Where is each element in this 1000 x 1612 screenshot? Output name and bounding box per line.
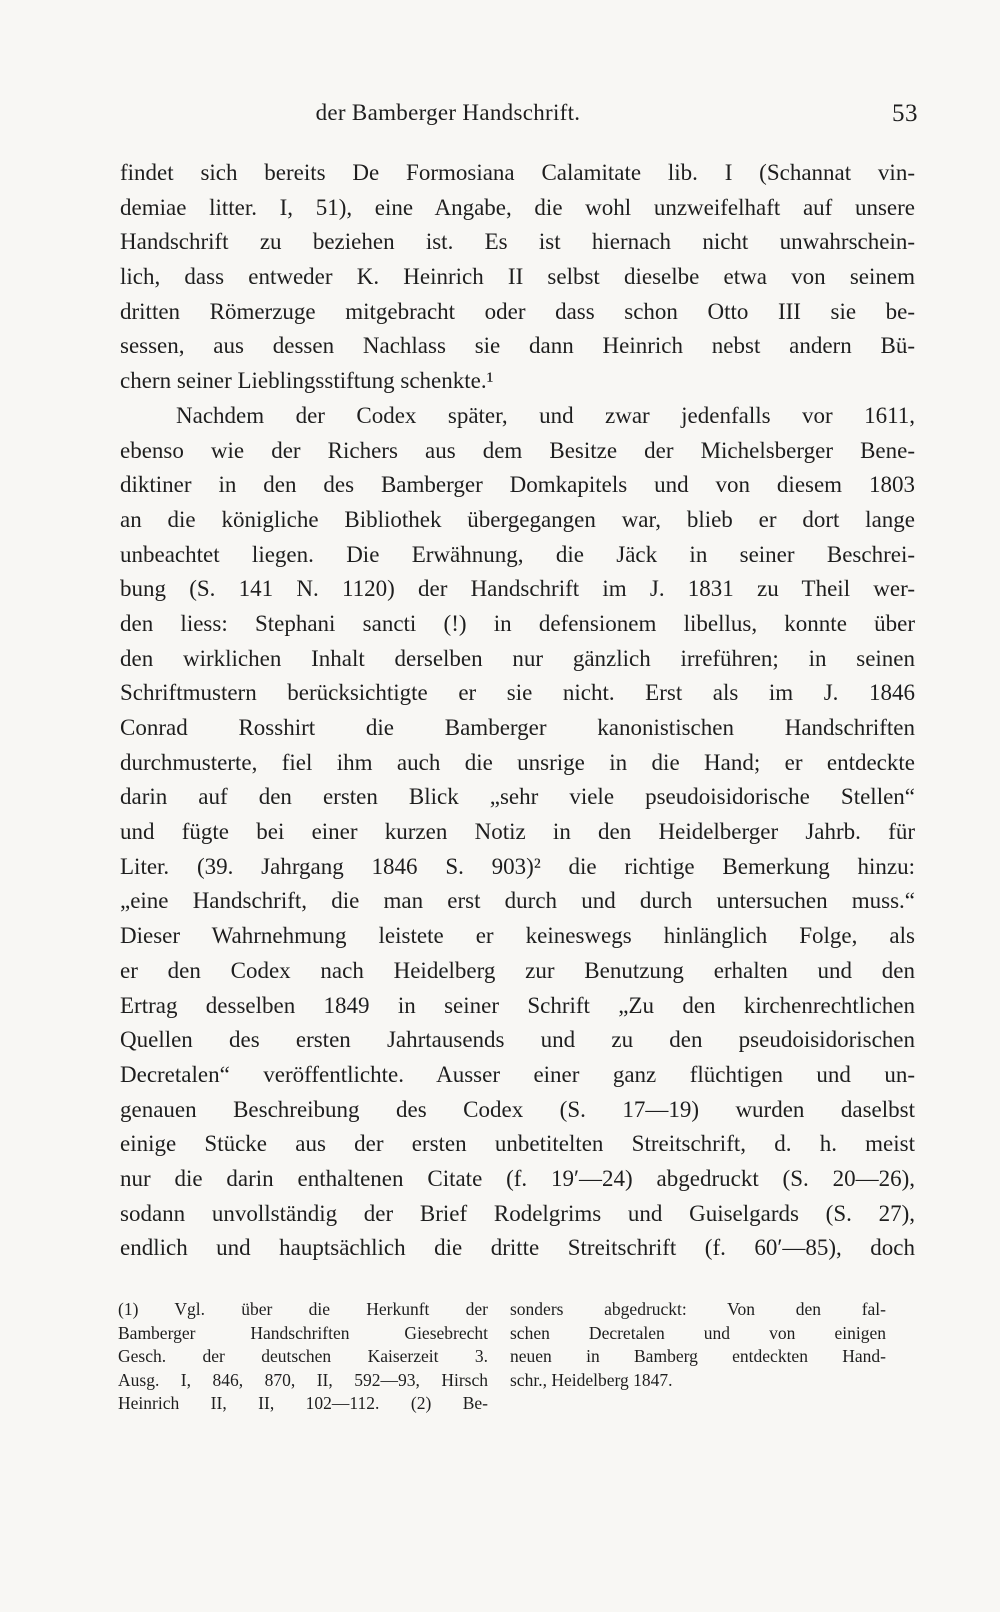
text-line: Ertrag desselben 1849 in seiner Schrift „Zu den kirchenrechtlichen — [120, 992, 915, 1018]
text-line: einige Stücke aus der ersten unbetitelten Streitschrift, d. h. meist — [120, 1131, 915, 1157]
footnote-line: sonders abgedruckt: Von den fal- — [510, 1299, 886, 1319]
text-line: ebenso wie der Richers aus dem Besitze der Michelsberger Bene- — [120, 437, 915, 463]
text-line: Conrad Rosshirt die Bamberger kanonistischen Handschriften — [120, 715, 915, 740]
text-line: diktiner in den des Bamberger Domkapitels und von diesem 1803 — [120, 472, 915, 498]
text-line: Quellen des ersten Jahrtausends und zu den pseudoisidorischen — [120, 1027, 915, 1053]
footnote-line: Ausg. I, 846, 870, II, 592—93, Hirsch — [118, 1369, 488, 1390]
footnote-line: Heinrich II, II, 102—112. (2) Be- — [118, 1393, 488, 1414]
text-line: er den Codex nach Heidelberg zur Benutzung erhalten und den — [120, 957, 915, 983]
text-line: nur die darin enthaltenen Citate (f. 19′—24) abgedruckt (S. 20—26), — [120, 1165, 915, 1191]
footnote-line: neuen in Bamberg entdeckten Hand- — [510, 1346, 886, 1367]
text-line: unbeachtet liegen. Die Erwähnung, die Jäck in seiner Beschrei- — [120, 541, 915, 567]
text-line: lich, dass entweder K. Heinrich II selbst dieselbe etwa von seinem — [120, 264, 915, 290]
text-line: Handschrift zu beziehen ist. Es ist hiernach nicht unwahrschein- — [120, 229, 915, 255]
footnote-line: schr., Heidelberg 1847. — [510, 1369, 673, 1390]
text-line: demiae litter. I, 51), eine Angabe, die wohl unzweifelhaft auf unsere — [120, 194, 915, 220]
text-line: sodann unvollständig der Brief Rodelgrims und Guiselgards (S. 27), — [120, 1200, 915, 1226]
text-line: Schriftmustern berücksichtigte er sie nicht. Erst als im J. 1846 — [120, 680, 915, 706]
footnote-column-right — [510, 1298, 886, 1392]
text-line: Decretalen“ veröffentlichte. Ausser einer ganz flüchtigen und un- — [120, 1061, 915, 1087]
text-line: und fügte bei einer kurzen Notiz in den Heidelberger Jahrb. für — [120, 819, 915, 845]
text-line: endlich und hauptsächlich die dritte Streitschrift (f. 60′—85), doch — [120, 1235, 915, 1261]
paragraph-start-line: Nachdem der Codex später, und zwar jedenfalls vor 1611, — [176, 402, 915, 428]
text-line: durchmusterte, fiel ihm auch die unsrige in die Hand; er entdeckte — [120, 749, 915, 775]
page-number: 53 — [892, 100, 918, 127]
body-text — [120, 156, 915, 1266]
text-line: genauen Beschreibung des Codex (S. 17—19) wurden daselbst — [120, 1096, 915, 1122]
running-head — [118, 100, 918, 136]
running-title: der Bamberger Handschrift. — [315, 100, 581, 125]
text-line: Dieser Wahrnehmung leistete er keineswegs hinlänglich Folge, als — [120, 923, 915, 949]
footnote-column-left — [118, 1298, 488, 1416]
text-line: chern seiner Lieblingsstiftung schenkte.¹ — [120, 368, 494, 394]
text-line: an die königliche Bibliothek übergegangen war, blieb er dort lange — [120, 506, 915, 532]
footnote-line: Bamberger Handschriften Giesebrecht — [118, 1322, 488, 1343]
text-line: dritten Römerzuge mitgebracht oder dass schon Otto III sie be- — [120, 298, 915, 324]
text-line: darin auf den ersten Blick „sehr viele pseudoisidorische Stellen“ — [120, 784, 915, 810]
text-line: findet sich bereits De Formosiana Calamitate lib. I (Schannat vin- — [120, 160, 915, 185]
text-line: Liter. (39. Jahrgang 1846 S. 903)² die richtige Bemerkung hinzu: — [120, 853, 915, 879]
footnote-line: (1) Vgl. über die Herkunft der — [118, 1299, 488, 1319]
text-line: den wirklichen Inhalt derselben nur gänzlich irreführen; in seinen — [120, 645, 915, 671]
text-line: bung (S. 141 N. 1120) der Handschrift im J. 1831 zu Theil wer- — [120, 576, 915, 602]
text-line: den liess: Stephani sancti (!) in defensionem libellus, konnte über — [120, 610, 915, 636]
text-line: „eine Handschrift, die man erst durch und durch untersuchen muss.“ — [120, 888, 915, 914]
footnote-line: Gesch. der deutschen Kaiserzeit 3. — [118, 1346, 488, 1367]
text-line: sessen, aus dessen Nachlass sie dann Heinrich nebst andern Bü- — [120, 333, 915, 359]
footnote-line: schen Decretalen und von einigen — [510, 1322, 886, 1343]
